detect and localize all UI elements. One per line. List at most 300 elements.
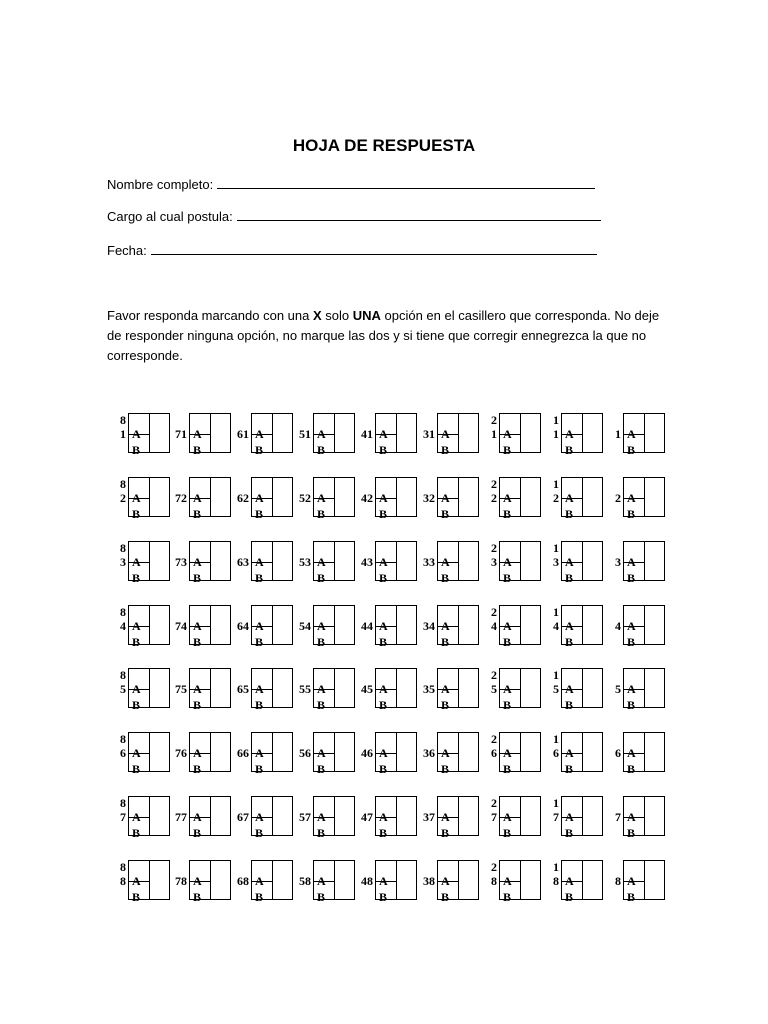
instructions-part: opción en el casillero que corresponda. No deje de responder ninguna opción, no marque las dos y si tiene que corregir ennegrezca la que no corresponde. (107, 308, 660, 363)
question-number: 2 (615, 491, 621, 505)
question-number: 3 (120, 555, 126, 569)
option-a-label[interactable]: A (503, 874, 512, 888)
box-divider (149, 606, 150, 644)
box-divider (396, 797, 397, 835)
question-number-top: 1 (553, 477, 559, 491)
question-number-top: 8 (120, 477, 126, 491)
box-divider (396, 861, 397, 899)
option-b-label[interactable]: B (441, 890, 450, 904)
option-b-label[interactable]: B (503, 635, 512, 649)
question-number: 48 (361, 874, 373, 888)
position-field[interactable] (107, 208, 601, 224)
option-b-label[interactable]: B (317, 826, 326, 840)
option-b-label[interactable]: B (132, 507, 141, 521)
question-number: 55 (299, 682, 311, 696)
question-number: 35 (423, 682, 435, 696)
option-b-label[interactable]: B (379, 635, 388, 649)
question-number: 4 (120, 619, 126, 633)
full-name-field[interactable] (107, 176, 595, 192)
box-divider (458, 542, 459, 580)
question-number: 63 (237, 555, 249, 569)
box-divider (582, 542, 583, 580)
box-divider (458, 669, 459, 707)
option-b-label[interactable]: B (441, 443, 450, 457)
question-number: 77 (175, 810, 187, 824)
option-a-label[interactable]: A (441, 491, 450, 505)
option-b-label[interactable]: B (317, 890, 326, 904)
box-divider (644, 861, 645, 899)
question-number-top: 1 (553, 860, 559, 874)
option-b-label[interactable]: B (627, 890, 636, 904)
option-b-label[interactable]: B (441, 571, 450, 585)
option-b-label[interactable]: B (132, 826, 141, 840)
box-divider (520, 733, 521, 771)
box-divider (644, 478, 645, 516)
box-divider (334, 861, 335, 899)
box-divider (334, 669, 335, 707)
option-b-label[interactable]: B (565, 571, 574, 585)
option-a-label[interactable]: A (255, 874, 264, 888)
option-a-label[interactable]: A (565, 746, 574, 760)
option-a-label[interactable]: A (565, 619, 574, 633)
position-line[interactable] (237, 208, 601, 221)
option-a-label[interactable]: A (255, 555, 264, 569)
question-number: 4 (615, 619, 621, 633)
box-divider (396, 414, 397, 452)
full-name-label: Nombre completo: (107, 177, 214, 192)
option-a-label[interactable]: A (132, 427, 141, 441)
option-a-label[interactable]: A (379, 555, 388, 569)
box-divider (520, 669, 521, 707)
question-number-top: 1 (553, 541, 559, 555)
question-number: 36 (423, 746, 435, 760)
question-number: 7 (615, 810, 621, 824)
question-number: 57 (299, 810, 311, 824)
option-a-label[interactable]: A (317, 555, 326, 569)
box-divider (334, 542, 335, 580)
question-number: 3 (491, 555, 497, 569)
question-number-top: 8 (120, 732, 126, 746)
box-divider (149, 797, 150, 835)
option-b-label[interactable]: B (503, 762, 512, 776)
question-number: 64 (237, 619, 249, 633)
option-a-label[interactable]: A (503, 746, 512, 760)
question-number-top: 2 (491, 413, 497, 427)
page-title: HOJA DE RESPUESTA (292, 136, 476, 155)
option-a-label[interactable]: A (441, 555, 450, 569)
instructions-una: UNA (352, 308, 381, 323)
question-number-top: 8 (120, 413, 126, 427)
option-a-label[interactable]: A (132, 746, 141, 760)
option-b-label[interactable]: B (503, 571, 512, 585)
option-a-label[interactable]: A (193, 746, 202, 760)
option-b-label[interactable]: B (627, 507, 636, 521)
option-b-label[interactable]: B (317, 698, 326, 712)
box-divider (582, 733, 583, 771)
date-line[interactable] (151, 242, 597, 255)
option-b-label[interactable]: B (132, 698, 141, 712)
option-b-label[interactable]: B (255, 826, 264, 840)
option-a-label[interactable]: A (132, 555, 141, 569)
option-b-label[interactable]: B (132, 443, 141, 457)
option-a-label[interactable]: A (503, 427, 512, 441)
box-divider (396, 542, 397, 580)
instructions-part: Favor responda marcando con una (107, 308, 313, 323)
box-divider (458, 797, 459, 835)
option-a-label[interactable]: A (441, 682, 450, 696)
option-b-label[interactable]: B (503, 890, 512, 904)
option-b-label[interactable]: B (379, 443, 388, 457)
question-number: 1 (553, 427, 559, 441)
question-number-top: 1 (553, 605, 559, 619)
option-a-label[interactable]: A (441, 746, 450, 760)
question-number: 5 (615, 682, 621, 696)
question-number: 4 (553, 619, 559, 633)
full-name-line[interactable] (217, 176, 595, 189)
option-b-label[interactable]: B (193, 507, 202, 521)
option-a-label[interactable]: A (503, 682, 512, 696)
question-number: 67 (237, 810, 249, 824)
option-b-label[interactable]: B (441, 635, 450, 649)
option-a-label[interactable]: A (317, 619, 326, 633)
box-divider (334, 414, 335, 452)
option-a-label[interactable]: A (132, 810, 141, 824)
option-a-label[interactable]: A (627, 619, 636, 633)
option-a-label[interactable]: A (565, 682, 574, 696)
option-b-label[interactable]: B (255, 443, 264, 457)
question-number: 8 (553, 874, 559, 888)
option-b-label[interactable]: B (317, 443, 326, 457)
box-divider (272, 861, 273, 899)
question-number-top: 8 (120, 796, 126, 810)
question-number: 53 (299, 555, 311, 569)
box-divider (272, 478, 273, 516)
box-divider (644, 414, 645, 452)
option-b-label[interactable]: B (503, 698, 512, 712)
option-a-label[interactable]: A (132, 491, 141, 505)
option-a-label[interactable]: A (503, 491, 512, 505)
option-a-label[interactable]: A (317, 682, 326, 696)
option-a-label[interactable]: A (379, 682, 388, 696)
question-number: 32 (423, 491, 435, 505)
option-b-label[interactable]: B (379, 826, 388, 840)
option-a-label[interactable]: A (317, 746, 326, 760)
date-label: Fecha: (107, 243, 147, 258)
question-number: 58 (299, 874, 311, 888)
box-divider (582, 478, 583, 516)
question-number: 7 (120, 810, 126, 824)
option-a-label[interactable]: A (193, 682, 202, 696)
question-number-top: 2 (491, 860, 497, 874)
option-b-label[interactable]: B (193, 443, 202, 457)
option-b-label[interactable]: B (441, 698, 450, 712)
option-b-label[interactable]: B (193, 571, 202, 585)
box-divider (210, 733, 211, 771)
date-field[interactable] (107, 242, 597, 258)
question-number: 5 (491, 682, 497, 696)
question-number: 61 (237, 427, 249, 441)
box-divider (582, 797, 583, 835)
box-divider (458, 478, 459, 516)
option-a-label[interactable]: A (255, 619, 264, 633)
box-divider (520, 478, 521, 516)
option-a-label[interactable]: A (317, 874, 326, 888)
question-number: 42 (361, 491, 373, 505)
option-b-label[interactable]: B (317, 635, 326, 649)
question-number: 7 (553, 810, 559, 824)
option-a-label[interactable]: A (627, 810, 636, 824)
option-a-label[interactable]: A (193, 555, 202, 569)
box-divider (644, 733, 645, 771)
question-number: 3 (553, 555, 559, 569)
option-b-label[interactable]: B (565, 443, 574, 457)
option-b-label[interactable]: B (503, 443, 512, 457)
option-a-label[interactable]: A (317, 427, 326, 441)
question-number: 7 (491, 810, 497, 824)
option-b-label[interactable]: B (379, 698, 388, 712)
question-number: 2 (120, 491, 126, 505)
option-a-label[interactable]: A (565, 810, 574, 824)
option-b-label[interactable]: B (379, 507, 388, 521)
option-a-label[interactable]: A (193, 810, 202, 824)
option-a-label[interactable]: A (441, 427, 450, 441)
option-a-label[interactable]: A (379, 874, 388, 888)
option-a-label[interactable]: A (503, 619, 512, 633)
option-b-label[interactable]: B (193, 635, 202, 649)
question-number-top: 8 (120, 541, 126, 555)
option-a-label[interactable]: A (379, 491, 388, 505)
option-a-label[interactable]: A (193, 427, 202, 441)
question-number: 37 (423, 810, 435, 824)
option-a-label[interactable]: A (132, 682, 141, 696)
box-divider (396, 733, 397, 771)
box-divider (149, 861, 150, 899)
box-divider (520, 414, 521, 452)
box-divider (582, 606, 583, 644)
question-number: 33 (423, 555, 435, 569)
question-number: 41 (361, 427, 373, 441)
box-divider (582, 414, 583, 452)
instructions-x-mark: X (312, 308, 322, 323)
option-b-label[interactable]: B (379, 762, 388, 776)
option-b-label[interactable]: B (441, 507, 450, 521)
question-number-top: 2 (491, 796, 497, 810)
question-number: 65 (237, 682, 249, 696)
question-number-top: 8 (120, 860, 126, 874)
option-a-label[interactable]: A (255, 746, 264, 760)
option-b-label[interactable]: B (193, 698, 202, 712)
option-b-label[interactable]: B (255, 507, 264, 521)
option-b-label[interactable]: B (441, 762, 450, 776)
box-divider (272, 542, 273, 580)
option-a-label[interactable]: A (317, 491, 326, 505)
box-divider (272, 797, 273, 835)
box-divider (272, 669, 273, 707)
option-a-label[interactable]: A (441, 810, 450, 824)
question-number: 76 (175, 746, 187, 760)
question-number: 68 (237, 874, 249, 888)
box-divider (458, 733, 459, 771)
option-b-label[interactable]: B (255, 762, 264, 776)
question-number: 6 (553, 746, 559, 760)
box-divider (149, 478, 150, 516)
question-number-top: 2 (491, 668, 497, 682)
option-b-label[interactable]: B (317, 762, 326, 776)
option-b-label[interactable]: B (565, 890, 574, 904)
option-b-label[interactable]: B (255, 890, 264, 904)
position-label: Cargo al cual postula: (107, 209, 233, 224)
question-number: 71 (175, 427, 187, 441)
question-number: 5 (553, 682, 559, 696)
option-a-label[interactable]: A (255, 810, 264, 824)
box-divider (210, 797, 211, 835)
box-divider (272, 606, 273, 644)
question-number: 2 (553, 491, 559, 505)
box-divider (149, 733, 150, 771)
option-a-label[interactable]: A (193, 491, 202, 505)
question-number: 72 (175, 491, 187, 505)
option-b-label[interactable]: B (317, 571, 326, 585)
box-divider (458, 606, 459, 644)
option-a-label[interactable]: A (565, 491, 574, 505)
option-b-label[interactable]: B (255, 698, 264, 712)
question-number-top: 1 (553, 668, 559, 682)
box-divider (334, 478, 335, 516)
option-b-label[interactable]: B (565, 826, 574, 840)
option-b-label[interactable]: B (627, 698, 636, 712)
question-number: 74 (175, 619, 187, 633)
question-number-top: 8 (120, 668, 126, 682)
question-number: 46 (361, 746, 373, 760)
option-b-label[interactable]: B (193, 826, 202, 840)
option-b-label[interactable]: B (193, 762, 202, 776)
box-divider (644, 669, 645, 707)
option-a-label[interactable]: A (379, 427, 388, 441)
question-number: 38 (423, 874, 435, 888)
option-a-label[interactable]: A (627, 555, 636, 569)
box-divider (272, 733, 273, 771)
question-number: 54 (299, 619, 311, 633)
option-a-label[interactable]: A (565, 555, 574, 569)
question-number: 4 (491, 619, 497, 633)
option-b-label[interactable]: B (627, 826, 636, 840)
box-divider (520, 861, 521, 899)
option-b-label[interactable]: B (627, 571, 636, 585)
option-b-label[interactable]: B (627, 635, 636, 649)
question-number: 6 (120, 746, 126, 760)
option-b-label[interactable]: B (565, 762, 574, 776)
option-b-label[interactable]: B (132, 890, 141, 904)
option-b-label[interactable]: B (565, 635, 574, 649)
option-a-label[interactable]: A (193, 874, 202, 888)
option-b-label[interactable]: B (627, 443, 636, 457)
option-b-label[interactable]: B (317, 507, 326, 521)
box-divider (520, 606, 521, 644)
box-divider (210, 478, 211, 516)
question-number: 8 (120, 874, 126, 888)
option-b-label[interactable]: B (379, 890, 388, 904)
option-a-label[interactable]: A (627, 746, 636, 760)
option-a-label[interactable]: A (379, 810, 388, 824)
option-a-label[interactable]: A (255, 491, 264, 505)
box-divider (334, 606, 335, 644)
option-b-label[interactable]: B (627, 762, 636, 776)
box-divider (210, 414, 211, 452)
option-b-label[interactable]: B (132, 635, 141, 649)
question-number: 52 (299, 491, 311, 505)
option-b-label[interactable]: B (379, 571, 388, 585)
option-a-label[interactable]: A (441, 619, 450, 633)
option-b-label[interactable]: B (503, 507, 512, 521)
question-number-top: 8 (120, 605, 126, 619)
box-divider (458, 861, 459, 899)
option-a-label[interactable]: A (132, 619, 141, 633)
option-a-label[interactable]: A (503, 555, 512, 569)
option-a-label[interactable]: A (503, 810, 512, 824)
question-number: 6 (615, 746, 621, 760)
question-number-top: 2 (491, 541, 497, 555)
option-a-label[interactable]: A (379, 746, 388, 760)
box-divider (582, 861, 583, 899)
question-number: 8 (615, 874, 621, 888)
question-number-top: 1 (553, 796, 559, 810)
box-divider (520, 542, 521, 580)
option-a-label[interactable]: A (255, 682, 264, 696)
option-b-label[interactable]: B (193, 890, 202, 904)
question-number-top: 2 (491, 605, 497, 619)
option-a-label[interactable]: A (565, 874, 574, 888)
question-number: 1 (120, 427, 126, 441)
option-a-label[interactable]: A (627, 682, 636, 696)
box-divider (334, 797, 335, 835)
option-a-label[interactable]: A (132, 874, 141, 888)
option-a-label[interactable]: A (193, 619, 202, 633)
option-b-label[interactable]: B (132, 762, 141, 776)
option-b-label[interactable]: B (255, 635, 264, 649)
option-b-label[interactable]: B (132, 571, 141, 585)
box-divider (644, 797, 645, 835)
question-number: 47 (361, 810, 373, 824)
option-a-label[interactable]: A (255, 427, 264, 441)
option-a-label[interactable]: A (317, 810, 326, 824)
option-a-label[interactable]: A (627, 427, 636, 441)
option-b-label[interactable]: B (441, 826, 450, 840)
option-a-label[interactable]: A (441, 874, 450, 888)
instructions-part: solo (321, 308, 353, 323)
box-divider (210, 861, 211, 899)
option-a-label[interactable]: A (565, 427, 574, 441)
option-b-label[interactable]: B (503, 826, 512, 840)
box-divider (644, 606, 645, 644)
option-b-label[interactable]: B (565, 698, 574, 712)
box-divider (334, 733, 335, 771)
box-divider (149, 414, 150, 452)
question-number: 78 (175, 874, 187, 888)
question-number: 51 (299, 427, 311, 441)
question-number: 5 (120, 682, 126, 696)
box-divider (458, 414, 459, 452)
option-a-label[interactable]: A (627, 874, 636, 888)
question-number-top: 1 (553, 732, 559, 746)
box-divider (396, 606, 397, 644)
question-number: 66 (237, 746, 249, 760)
option-b-label[interactable]: B (565, 507, 574, 521)
option-b-label[interactable]: B (255, 571, 264, 585)
question-number: 3 (615, 555, 621, 569)
option-a-label[interactable]: A (627, 491, 636, 505)
option-a-label[interactable]: A (379, 619, 388, 633)
box-divider (210, 669, 211, 707)
